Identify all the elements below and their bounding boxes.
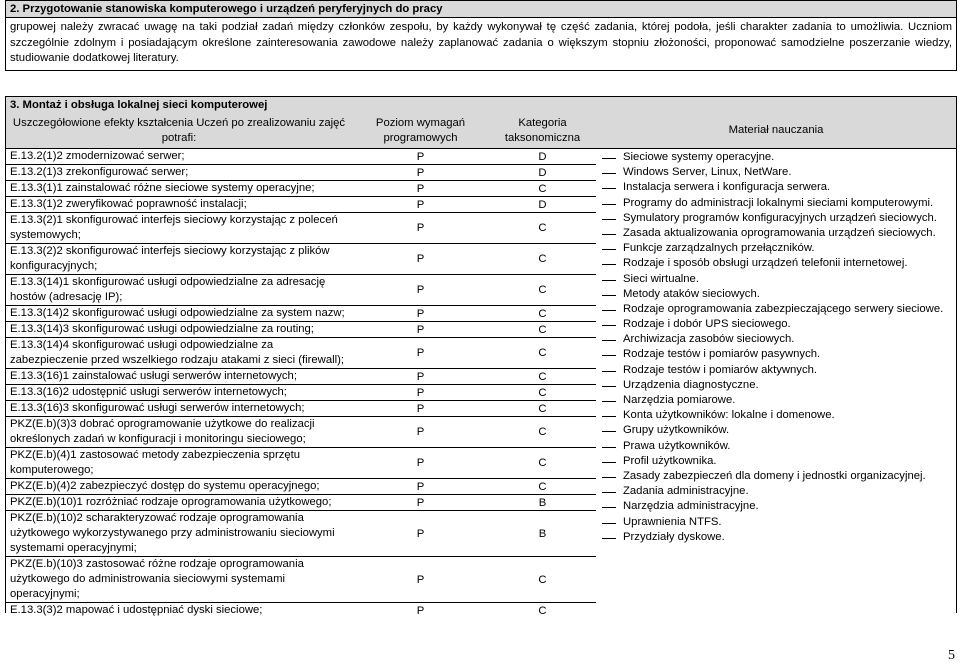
material-text: Rodzaje testów i pomiarów pasywnych. bbox=[623, 348, 821, 361]
effect-cell: PKZ(E.b)(4)1 zastosować metody zabezpieczenia sprzętu komputerowego; bbox=[10, 449, 301, 476]
effect-cell: E.13.3(2)2 skonfigurować interfejs sieciowy korzystając z plików konfiguracyjnych; bbox=[10, 245, 330, 272]
effect-cell: PKZ(E.b)(10)3 zastosować różne rodzaje oprogramowania użytkowego do administrowania sieciowymi systemami operacyjnymi; bbox=[10, 558, 304, 600]
material-text: Uprawnienia NTFS. bbox=[623, 515, 722, 528]
table-row bbox=[6, 511, 596, 557]
effect-cell: E.13.3(1)1 zainstalować różne sieciowe systemy operacyjne; bbox=[10, 182, 315, 194]
effect-cell: PKZ(E.b)(4)2 zabezpieczyć dostęp do systemu operacyjnego; bbox=[10, 480, 320, 492]
level-cell: P bbox=[416, 386, 425, 399]
material-list-item bbox=[598, 287, 954, 302]
effect-cell: E.13.3(14)3 skonfigurować usługi odpowiedzialne za routing; bbox=[10, 323, 314, 335]
dash-bullet-icon bbox=[602, 295, 616, 296]
table-row bbox=[6, 495, 596, 511]
level-cell: P bbox=[416, 480, 425, 493]
dash-bullet-icon bbox=[602, 431, 616, 432]
category-cell: B bbox=[538, 496, 547, 509]
material-text: Narzędzia administracyjne. bbox=[623, 500, 759, 513]
dash-bullet-icon bbox=[602, 310, 616, 311]
level-cell: P bbox=[416, 323, 425, 336]
category-cell: C bbox=[538, 402, 547, 415]
level-cell: P bbox=[416, 402, 425, 415]
table-row bbox=[6, 401, 596, 417]
section-2-body: grupowej należy zwracać uwagę na taki podział zadań między członków zespołu, by każdy wykonywał tę część zadania, której podoła, jeśli charakter zadania to umożliwia. Uczniom szczególnie zdolnym i posiadającym określone zainteresowania zawodowe należy zaplanować zadania o większym stopniu złożoności, proponować samodzielne poszerzanie wiedzy, studiowanie dodatkowej literatury. bbox=[6, 18, 956, 71]
material-list-item bbox=[598, 439, 954, 454]
category-cell: C bbox=[538, 307, 547, 320]
category-cell: C bbox=[538, 426, 547, 438]
dash-bullet-icon bbox=[602, 477, 616, 478]
dash-bullet-icon bbox=[602, 340, 616, 341]
material-text: Metody ataków sieciowych. bbox=[623, 287, 760, 300]
dash-bullet-icon bbox=[602, 447, 616, 448]
material-list-item bbox=[598, 302, 954, 317]
table-row bbox=[6, 448, 596, 479]
dash-bullet-icon bbox=[602, 355, 616, 356]
category-cell: C bbox=[538, 284, 547, 296]
material-list-item bbox=[598, 393, 954, 408]
header-effects: Uszczegółowione efekty kształcenia Uczeń po zrealizowaniu zajęć potrafi: bbox=[12, 116, 346, 144]
category-cell: C bbox=[538, 604, 547, 617]
table-row bbox=[6, 244, 596, 275]
material-list-item bbox=[598, 211, 954, 226]
material-list-item bbox=[598, 150, 954, 165]
material-list-item bbox=[598, 378, 954, 393]
material-list-item bbox=[598, 515, 954, 530]
material-list-item bbox=[598, 484, 954, 499]
material-list-item bbox=[598, 272, 954, 287]
dash-bullet-icon bbox=[602, 325, 616, 326]
page-number: 5 bbox=[948, 648, 955, 663]
material-text: Rodzaje oprogramowania zabezpieczającego serwery sieciowe. bbox=[623, 302, 944, 315]
table-row bbox=[6, 557, 596, 603]
header-category: Kategoria taksonomiczna bbox=[504, 116, 581, 144]
dash-bullet-icon bbox=[602, 249, 616, 250]
effect-cell: E.13.3(14)1 skonfigurować usługi odpowiedzialne za adresację hostów (adresację IP); bbox=[10, 276, 326, 303]
category-cell: C bbox=[538, 347, 547, 359]
dash-bullet-icon bbox=[602, 173, 616, 174]
material-list-item bbox=[598, 180, 954, 195]
section-3-table bbox=[5, 96, 957, 617]
material-text: Grupy użytkowników. bbox=[623, 424, 730, 437]
table-header bbox=[6, 113, 956, 149]
effect-cell: E.13.3(2)1 skonfigurować interfejs sieciowy korzystając z poleceń systemowych; bbox=[10, 214, 338, 241]
dash-bullet-icon bbox=[602, 462, 616, 463]
material-text: Programy do administracji lokalnymi sieciami komputerowymi. bbox=[623, 196, 934, 209]
material-text: Zadania administracyjne. bbox=[623, 485, 749, 498]
table-row bbox=[6, 165, 596, 181]
category-cell: C bbox=[538, 386, 547, 399]
material-text: Przydziały dyskowe. bbox=[623, 530, 725, 543]
effect-cell: E.13.3(3)2 mapować i udostępniać dyski sieciowe; bbox=[10, 604, 263, 616]
material-text: Narzędzia pomiarowe. bbox=[623, 394, 736, 406]
dash-bullet-icon bbox=[602, 188, 616, 189]
level-cell: P bbox=[416, 347, 425, 359]
effect-cell: PKZ(E.b)(3)3 dobrać oprogramowanie użytkowe do realizacji określonych zadań w konfiguracji i monitoringu sieciowego; bbox=[10, 418, 315, 445]
table-row bbox=[6, 197, 596, 213]
dash-bullet-icon bbox=[602, 234, 616, 235]
table-row bbox=[6, 306, 596, 322]
level-cell: P bbox=[416, 222, 425, 234]
material-text: Archiwizacja zasobów sieciowych. bbox=[623, 333, 795, 346]
category-cell: C bbox=[538, 370, 547, 383]
material-text: Rodzaje i dobór UPS sieciowego. bbox=[623, 318, 791, 331]
level-cell: P bbox=[416, 426, 425, 438]
table-row bbox=[6, 181, 596, 197]
dash-bullet-icon bbox=[602, 507, 616, 508]
section-2-title: 2. Przygotowanie stanowiska komputerowego i urządzeń peryferyjnych do pracy bbox=[6, 0, 956, 18]
effect-cell: E.13.2(1)3 zrekonfigurować serwer; bbox=[10, 166, 189, 178]
material-text: Rodzaje testów i pomiarów aktywnych. bbox=[623, 363, 818, 376]
category-cell: C bbox=[538, 253, 547, 265]
table-row bbox=[6, 479, 596, 495]
level-cell: P bbox=[416, 284, 425, 296]
category-cell: C bbox=[538, 323, 547, 336]
category-cell: C bbox=[538, 457, 547, 469]
level-cell: P bbox=[416, 307, 425, 320]
material-list-item bbox=[598, 317, 954, 332]
material-text: Windows Server, Linux, NetWare. bbox=[623, 166, 792, 179]
dash-bullet-icon bbox=[602, 416, 616, 417]
material-list-item bbox=[598, 256, 954, 271]
effect-cell: E.13.3(16)1 zainstalować usługi serwerów internetowych; bbox=[10, 370, 297, 382]
category-cell: D bbox=[538, 198, 547, 211]
material-text: Prawa użytkowników. bbox=[623, 439, 731, 452]
level-cell: P bbox=[416, 527, 425, 540]
material-list-item bbox=[598, 196, 954, 211]
material-text: Profil użytkownika. bbox=[623, 454, 717, 467]
material-list-item bbox=[598, 363, 954, 378]
material-list-item bbox=[598, 454, 954, 469]
header-level: Poziom wymagań programowych bbox=[375, 116, 466, 144]
material-list-item bbox=[598, 530, 954, 545]
level-cell: P bbox=[416, 573, 425, 586]
material-list-item bbox=[598, 423, 954, 438]
material-text: Symulatory programów konfiguracyjnych urządzeń sieciowych. bbox=[623, 211, 937, 224]
table-row bbox=[6, 385, 596, 401]
level-cell: P bbox=[416, 604, 425, 617]
material-list-item bbox=[598, 332, 954, 347]
dash-bullet-icon bbox=[602, 158, 616, 159]
header-material: Materiał nauczania bbox=[728, 124, 824, 136]
section-2-block bbox=[5, 0, 957, 71]
category-cell: C bbox=[538, 182, 547, 195]
table-row bbox=[6, 213, 596, 244]
material-text: Funkcje zarządzalnych przełączników. bbox=[623, 242, 815, 255]
material-text: Rodzaje i sposób obsługi urządzeń telefonii internetowej. bbox=[623, 257, 908, 270]
effect-cell: PKZ(E.b)(10)1 rozróżniać rodzaje oprogramowania użytkowego; bbox=[10, 496, 332, 508]
dash-bullet-icon bbox=[602, 401, 616, 402]
category-cell: C bbox=[538, 573, 547, 586]
table-row bbox=[6, 275, 596, 306]
material-column bbox=[598, 150, 954, 545]
dash-bullet-icon bbox=[602, 204, 616, 205]
table-row bbox=[6, 603, 596, 618]
table-row bbox=[6, 417, 596, 448]
effect-cell: PKZ(E.b)(10)2 scharakteryzować rodzaje oprogramowania użytkowego wykorzystywanego przy administrowaniu sieciowymi systemami operacyjnymi; bbox=[10, 512, 335, 554]
category-cell: D bbox=[538, 166, 547, 179]
material-text: Konta użytkowników: lokalne i domenowe. bbox=[623, 409, 835, 422]
dash-bullet-icon bbox=[602, 538, 616, 539]
category-cell: D bbox=[538, 150, 547, 163]
effect-cell: E.13.3(1)2 zweryfikować poprawność instalacji; bbox=[10, 198, 247, 210]
dash-bullet-icon bbox=[602, 492, 616, 493]
category-cell: C bbox=[538, 480, 547, 493]
table-row bbox=[6, 369, 596, 385]
material-text: Zasady zabezpieczeń dla domeny i jednostki organizacyjnej. bbox=[623, 469, 926, 482]
effect-cell: E.13.3(14)2 skonfigurować usługi odpowiedzialne za system nazw; bbox=[10, 307, 345, 319]
section-3-title: 3. Montaż i obsługa lokalnej sieci komputerowej bbox=[6, 97, 956, 113]
category-cell: B bbox=[538, 527, 547, 540]
effect-cell: E.13.2(1)2 zmodernizować serwer; bbox=[10, 150, 185, 162]
table-row bbox=[6, 322, 596, 338]
level-cell: P bbox=[416, 253, 425, 265]
dash-bullet-icon bbox=[602, 371, 616, 372]
level-cell: P bbox=[416, 457, 425, 469]
material-text: Sieciowe systemy operacyjne. bbox=[623, 151, 775, 163]
material-list-item bbox=[598, 226, 954, 241]
level-cell: P bbox=[416, 166, 425, 179]
material-list-item bbox=[598, 499, 954, 514]
dash-bullet-icon bbox=[602, 219, 616, 220]
dash-bullet-icon bbox=[602, 280, 616, 281]
level-cell: P bbox=[416, 182, 425, 195]
table-row bbox=[6, 149, 596, 165]
effect-cell: E.13.3(14)4 skonfigurować usługi odpowiedzialne za zabezpieczenie przed wszelkiego rodzaju atakami z sieci (firewall); bbox=[10, 339, 345, 366]
material-list-item bbox=[598, 241, 954, 256]
material-list-item bbox=[598, 469, 954, 484]
material-text: Zasada aktualizowania oprogramowania urządzeń sieciowych. bbox=[623, 226, 936, 239]
category-cell: C bbox=[538, 222, 547, 234]
effect-cell: E.13.3(16)2 udostępnić usługi serwerów internetowych; bbox=[10, 386, 287, 398]
level-cell: P bbox=[416, 198, 425, 211]
dash-bullet-icon bbox=[602, 386, 616, 387]
level-cell: P bbox=[416, 496, 425, 509]
material-list-item bbox=[598, 347, 954, 362]
dash-bullet-icon bbox=[602, 523, 616, 524]
effect-cell: E.13.3(16)3 skonfigurować usługi serwerów internetowych; bbox=[10, 402, 305, 414]
table-row bbox=[6, 338, 596, 369]
material-list-item bbox=[598, 408, 954, 423]
effects-column bbox=[6, 149, 596, 618]
level-cell: P bbox=[416, 370, 425, 383]
material-list-item bbox=[598, 165, 954, 180]
material-text: Instalacja serwera i konfiguracja serwera. bbox=[623, 181, 831, 194]
dash-bullet-icon bbox=[602, 264, 616, 265]
material-text: Urządzenia diagnostyczne. bbox=[623, 378, 759, 391]
level-cell: P bbox=[416, 150, 425, 163]
material-text: Sieci wirtualne. bbox=[623, 272, 699, 285]
